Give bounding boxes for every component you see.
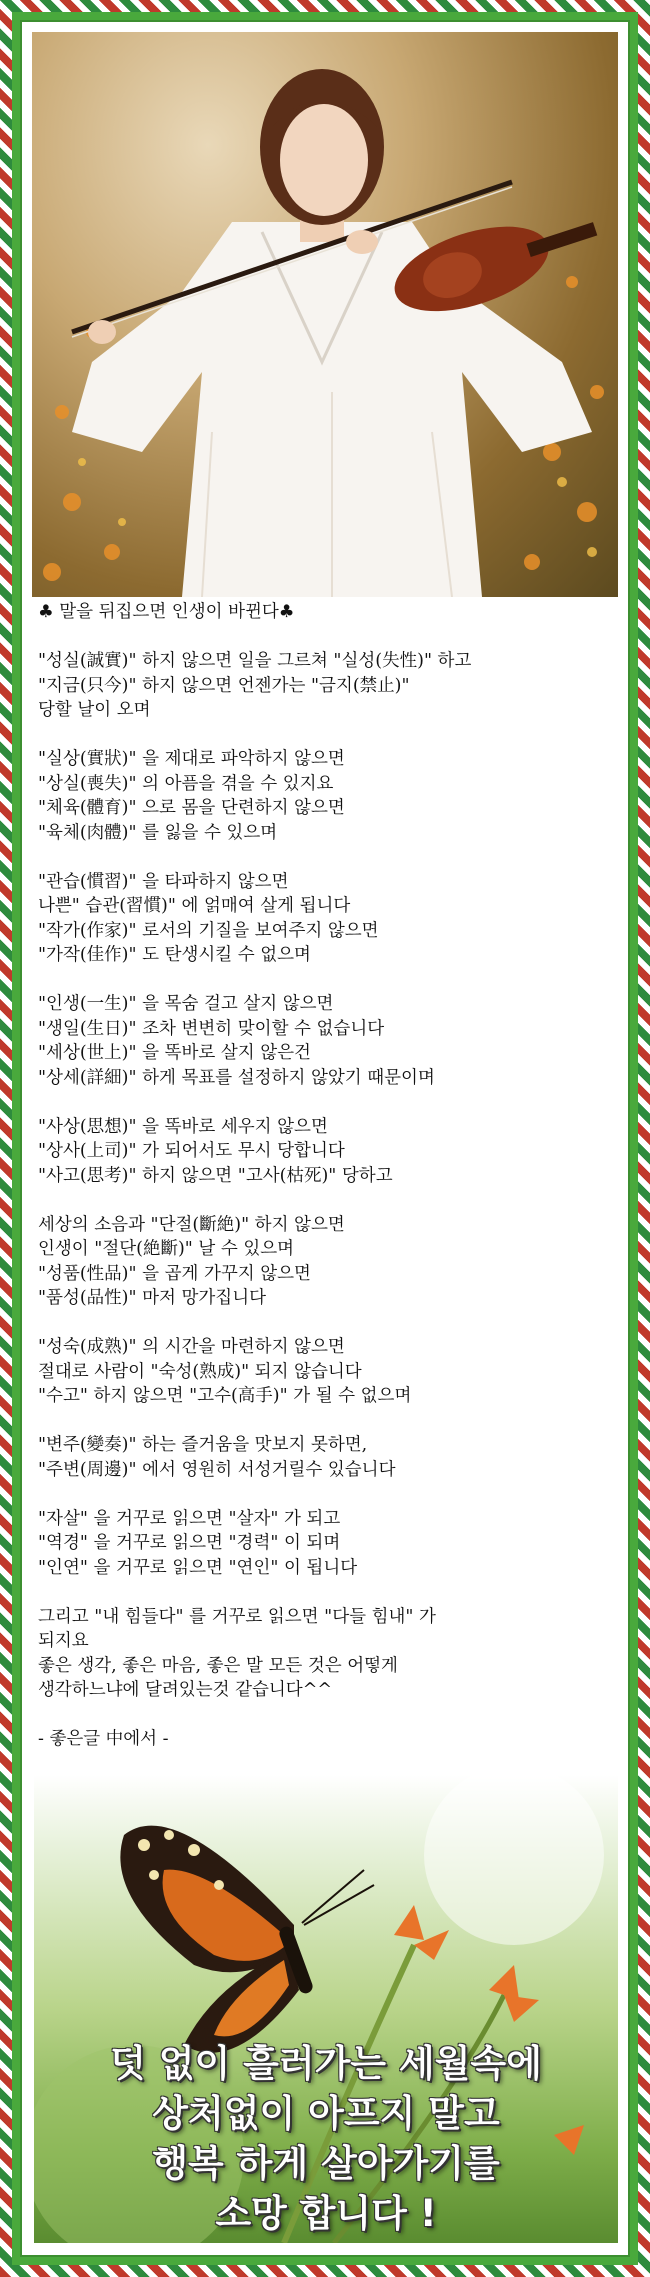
text-line: "인연" 을 거꾸로 읽으면 "연인" 이 됩니다	[38, 1557, 358, 1578]
text-line: "작가(作家)" 로서의 기질을 보여주지 않으면	[38, 920, 379, 941]
text-line: 그리고 "내 힘들다" 를 거꾸로 읽으면 "다들 힘내" 가	[38, 1606, 436, 1627]
text-line: "변주(變奏)" 하는 즐거움을 맛보지 못하면,	[38, 1435, 368, 1455]
text-line: "실상(實狀)" 을 제대로 파악하지 않으면	[38, 749, 345, 769]
text-line: "자살" 을 거꾸로 읽으면 "살자" 가 되고	[38, 1508, 341, 1529]
post-title: ♣ 말을 뒤집으면 인생이 바뀐다♣	[38, 602, 295, 622]
caption-line-3: 행복 하게 살아가기를	[152, 2142, 500, 2185]
text-line: "인생(一生)" 을 목숨 걸고 살지 않으면	[38, 994, 334, 1014]
text-line: 절대로 사람이 "숙성(熟成)" 되지 않습니다	[38, 1361, 362, 1382]
violinist-photo	[32, 32, 618, 597]
text-line: "사고(思考)" 하지 않으면 "고사(枯死)" 당하고	[38, 1165, 393, 1186]
text-line: 나쁜" 습관(習慣)" 에 얽매여 살게 됩니다	[38, 896, 351, 916]
text-line: "육체(肉體)" 를 잃을 수 있으며	[38, 822, 278, 843]
text-line: "주변(周邊)" 에서 영원히 서성거릴수 있습니다	[38, 1459, 396, 1480]
text-line: 좋은 생각, 좋은 마음, 좋은 말 모든 것은 어떻게	[38, 1655, 398, 1676]
text-line: "상세(詳細)" 하게 목표를 설정하지 않았기 때문이며	[38, 1067, 435, 1088]
text-line: "지금(只今)" 하지 않으면 언젠가는 "금지(禁止)"	[38, 675, 410, 696]
text-line: "상사(上司)" 가 되어서도 무시 당합니다	[38, 1141, 345, 1161]
text-line: "상실(喪失)" 의 아픔을 겪을 수 있지요	[38, 773, 334, 794]
text-line: "수고" 하지 않으면 "고수(高手)" 가 될 수 없으며	[38, 1386, 412, 1406]
text-line: 당할 날이 오며	[38, 700, 151, 720]
source-credit: - 좋은글 中에서 -	[38, 1729, 169, 1749]
text-line: "가작(佳作)" 도 탄생시킬 수 없으며	[38, 945, 311, 965]
caption-line-1: 덧 없이 흘러가는 세월속에	[110, 2042, 542, 2085]
post-body	[38, 600, 618, 1752]
butterfly-photo	[34, 1775, 618, 2243]
text-line: "관습(慣習)" 을 타파하지 않으면	[38, 871, 289, 892]
text-line: "역경" 을 거꾸로 읽으면 "경력" 이 되며	[38, 1533, 341, 1553]
text-line: "사상(思想)" 을 똑바로 세우지 않으면	[38, 1116, 328, 1137]
text-line: 인생이 "절단(絶斷)" 날 수 있으며	[38, 1239, 295, 1259]
caption-line-2: 상처없이 아프지 말고	[152, 2092, 500, 2135]
text-line: "체육(體育)" 으로 몸을 단련하지 않으면	[38, 798, 345, 818]
text-line: "세상(世上)" 을 똑바로 살지 않은건	[38, 1043, 311, 1063]
text-line: 생각하느냐에 달려있는것 같습니다^^	[38, 1680, 333, 1700]
text-line: 되지요	[38, 1631, 89, 1651]
text-line: "품성(品性)" 마저 망가집니다	[38, 1288, 267, 1308]
text-line: "성숙(成熟)" 의 시간을 마련하지 않으면	[38, 1337, 345, 1357]
text-line: "성품(性品)" 을 곱게 가꾸지 않으면	[38, 1263, 311, 1284]
caption-line-4: 소망 합니다 !	[215, 2192, 437, 2235]
text-line: "생일(生日)" 조차 변변히 맞이할 수 없습니다	[38, 1018, 385, 1039]
text-line: "성실(誠實)" 하지 않으면 일을 그르쳐 "실성(失性)" 하고	[38, 651, 472, 671]
text-line: 세상의 소음과 "단절(斷絶)" 하지 않으면	[38, 1214, 345, 1235]
